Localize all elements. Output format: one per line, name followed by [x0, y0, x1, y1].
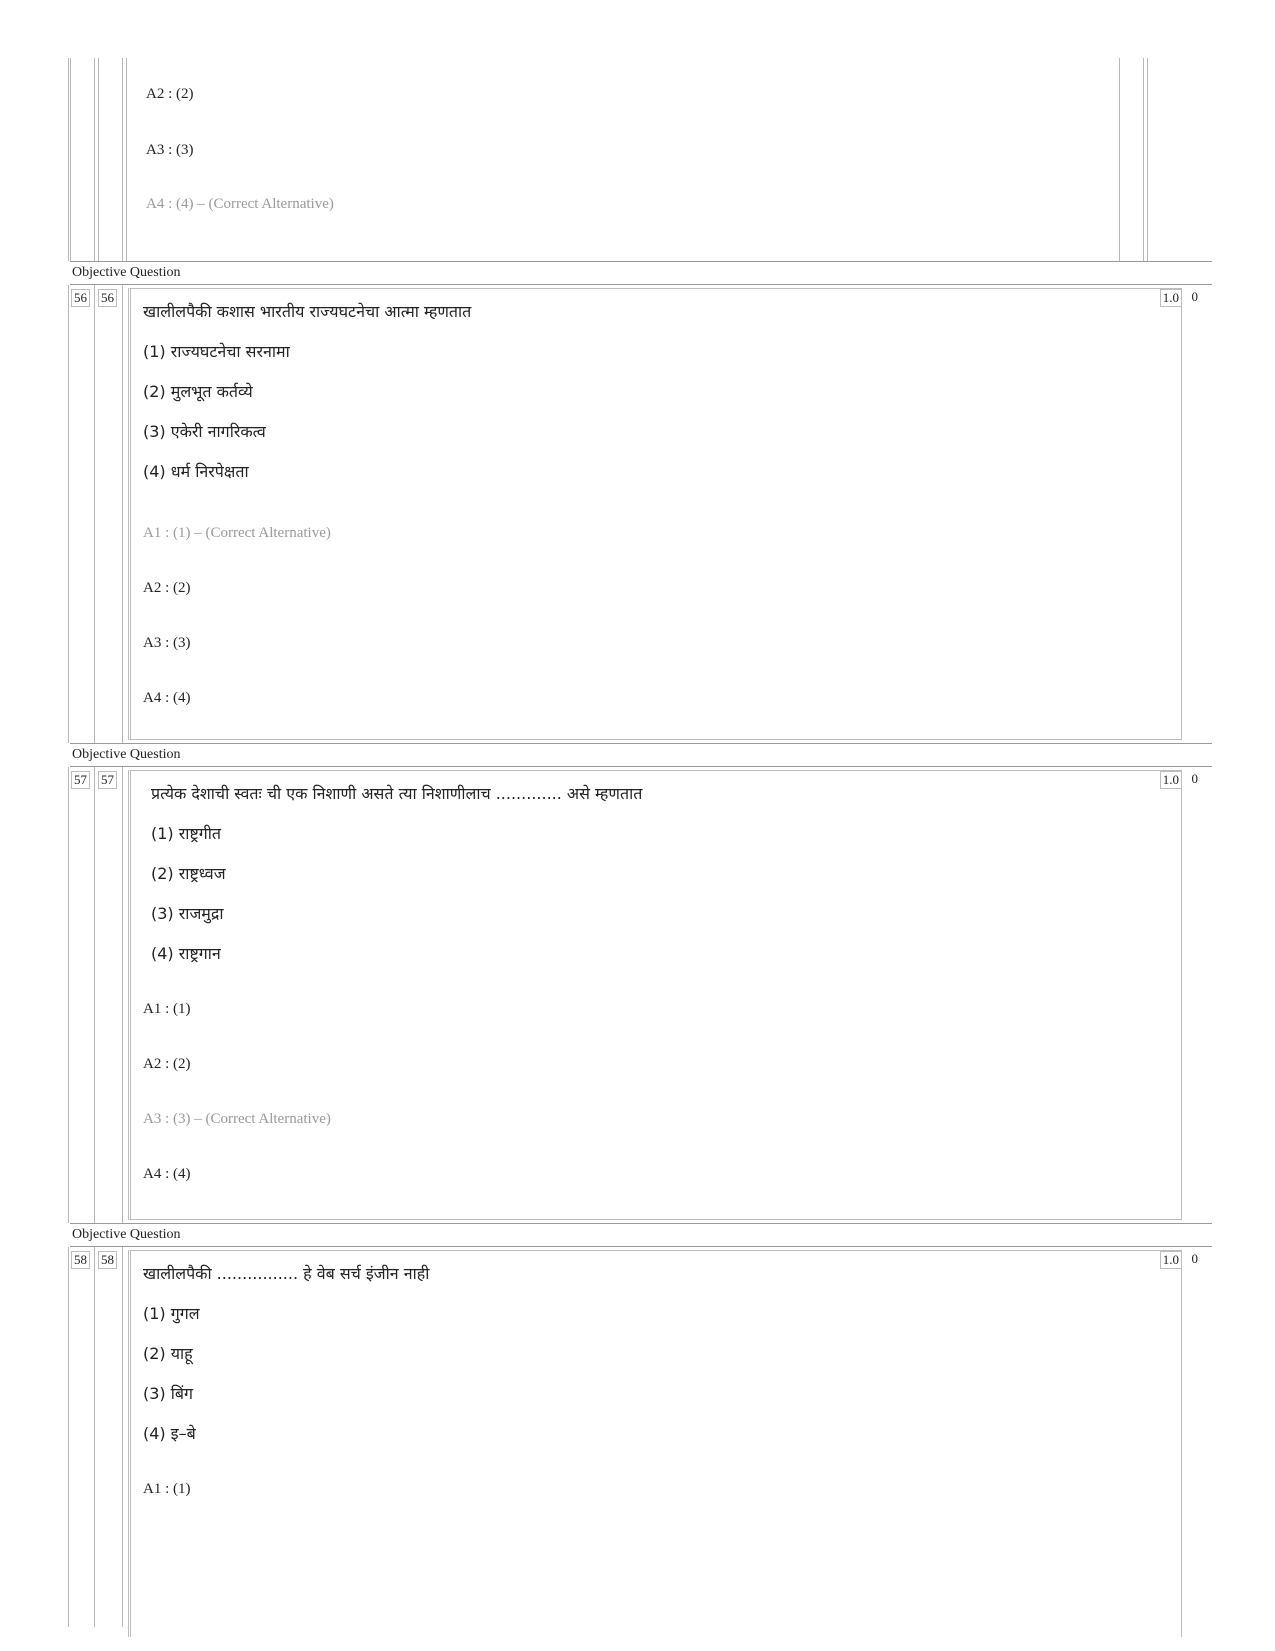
answer-option: A2 : (2): [146, 86, 194, 102]
question-type-label: Objective Question: [70, 261, 1212, 285]
question-id-number: 58: [98, 1251, 117, 1269]
question-type-label: Objective Question: [70, 743, 1212, 767]
answer-option: A4 : (4): [143, 690, 191, 706]
question-serial-number: 57: [71, 771, 90, 789]
question-text: खालीलपैकी कशास भारतीय राज्यघटनेचा आत्मा म्हणतात: [143, 302, 472, 321]
question-content: [128, 1250, 1182, 1637]
question-id-number: 57: [98, 771, 117, 789]
marks-value: 1.0: [1160, 289, 1182, 307]
correct-answer-option: A4 : (4) – (Correct Alternative): [146, 196, 334, 212]
option-3: (3) राजमुद्रा: [151, 904, 224, 923]
question-text: प्रत्येक देशाची स्वतः ची एक निशाणी असते त्या निशाणीलाच ............. असे म्हणतात: [151, 784, 643, 803]
question-content: [128, 770, 1182, 1220]
question-serial-number: 58: [71, 1251, 90, 1269]
correct-answer-option: A3 : (3) – (Correct Alternative): [143, 1111, 331, 1127]
negative-marks-value: 0: [1191, 1251, 1198, 1266]
question-text: खालीलपैकी ................ हे वेब सर्च इंजीन नाही: [143, 1264, 430, 1283]
question-content: [128, 288, 1182, 740]
answer-option: A4 : (4): [143, 1166, 191, 1182]
option-1: (1) गुगल: [143, 1304, 200, 1323]
answer-option: A1 : (1): [143, 1001, 191, 1017]
option-2: (2) राष्ट्रध्वज: [151, 864, 226, 883]
marks-value: 1.0: [1160, 1251, 1182, 1269]
option-3: (3) एकेरी नागरिकत्व: [143, 422, 266, 441]
option-3: (3) बिंग: [143, 1384, 194, 1403]
correct-answer-option: A1 : (1) – (Correct Alternative): [143, 525, 331, 541]
option-1: (1) राष्ट्रगीत: [151, 824, 222, 843]
answer-option: A1 : (1): [143, 1481, 191, 1497]
question-type-label: Objective Question: [70, 1223, 1212, 1247]
option-2: (2) मुलभूत कर्तव्ये: [143, 382, 253, 401]
question-58: [70, 1247, 1212, 1627]
option-4: (4) इ–बे: [143, 1424, 196, 1443]
negative-marks-value: 0: [1191, 771, 1198, 786]
question-serial-number: 56: [71, 289, 90, 307]
previous-question-continuation: [70, 58, 1212, 261]
marks-value: 1.0: [1160, 771, 1182, 789]
option-4: (4) धर्म निरपेक्षता: [143, 462, 249, 481]
answer-option: A2 : (2): [143, 1056, 191, 1072]
option-1: (1) राज्यघटनेचा सरनामा: [143, 342, 290, 361]
question-id-number: 56: [98, 289, 117, 307]
answer-option: A3 : (3): [146, 142, 194, 158]
option-4: (4) राष्ट्रगान: [151, 944, 221, 963]
negative-marks-value: 0: [1191, 289, 1198, 304]
answer-option: A3 : (3): [143, 635, 191, 651]
answer-option: A2 : (2): [143, 580, 191, 596]
question-paper: [70, 58, 1212, 1627]
option-2: (2) याहू: [143, 1344, 193, 1363]
question-57: [70, 767, 1212, 1223]
question-56: [70, 285, 1212, 743]
